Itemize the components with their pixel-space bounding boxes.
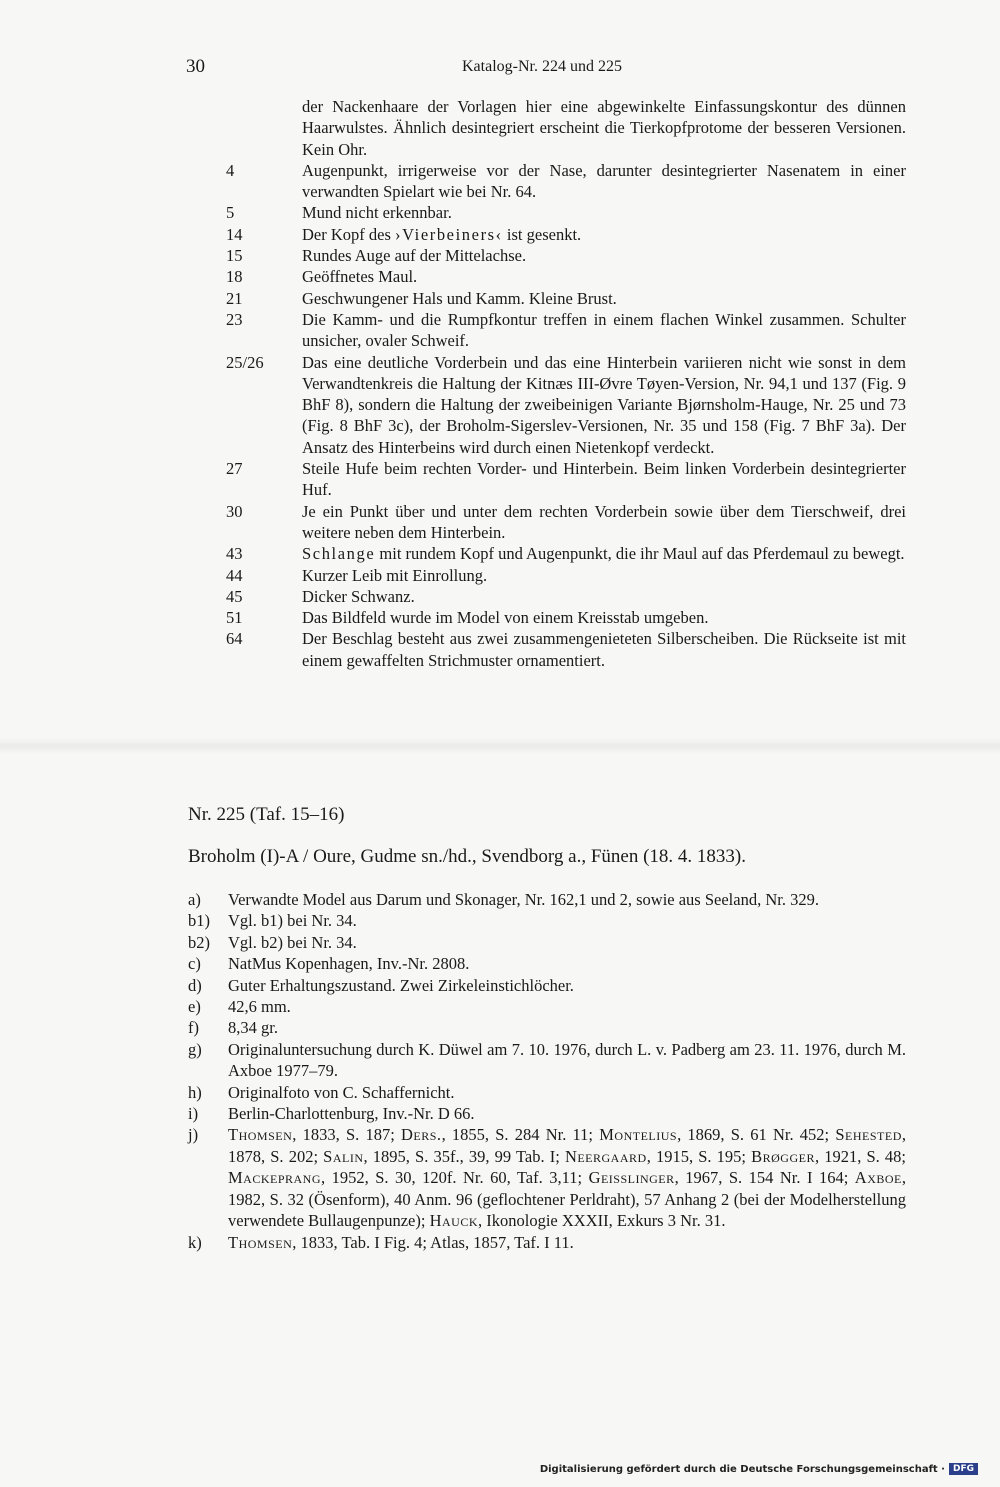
citation: , 1869, S. 61 Nr. 452; [677, 1125, 836, 1145]
field-value: 42,6 mm. [228, 997, 291, 1017]
note-row [226, 565, 926, 586]
note-text: Rundes Auge auf der Mittelachse. [302, 246, 527, 266]
note-text: Die Kamm- und die Rumpfkontur treffen in einem flachen Winkel zusammen. Schulter unsicher, ovaler Schweif. [302, 309, 906, 351]
note-row [226, 586, 926, 607]
note-number: 27 [226, 459, 243, 479]
footer-text: Digitalisierung gefördert durch die Deutsche Forschungsgemeinschaft · [539, 1463, 945, 1475]
field-row [188, 932, 908, 953]
citation: , 1833, Tab. I Fig. 4; Atlas, 1857, Taf. I 11. [292, 1232, 574, 1252]
field-row [188, 1039, 908, 1082]
field-label: j) [188, 1125, 199, 1145]
note-text: Kurzer Leib mit Einrollung. [302, 565, 488, 585]
catalog-entry-location: Broholm (I)-A / Oure, Gudme sn./hd., Svendborg a., Fünen (18. 4. 1833). [188, 846, 746, 867]
note-continuation [226, 96, 926, 160]
author-name: Mackeprang [228, 1168, 322, 1188]
field-value: Originalfoto von C. Schaffernicht. [228, 1082, 455, 1102]
note-row [226, 266, 926, 287]
author-name: Axboe [854, 1168, 902, 1188]
catalog-entry-title: Nr. 225 (Taf. 15–16) [188, 804, 345, 825]
note-text: Mund nicht erkennbar. [302, 203, 452, 223]
citation: , 1855, S. 284 Nr. 11; [441, 1125, 600, 1145]
note-number: 21 [226, 288, 243, 308]
author-name: Geisslinger [588, 1168, 675, 1188]
citation: , 1915, S. 195; [646, 1146, 752, 1166]
note-number: 51 [226, 608, 243, 628]
citation: , Ikonologie XXXII, Exkurs 3 Nr. 31. [478, 1211, 726, 1231]
citation: , 1921, S. 48; [814, 1146, 907, 1166]
field-row [188, 1017, 908, 1038]
note-text: Der Beschlag besteht aus zwei zusammengenieteten Silberscheiben. Die Rückseite ist mit einem gewaffelten Strichmuster ornamentiert. [302, 629, 906, 670]
citation: , 1982, S. 32 (Ösenform), 40 Anm. 96 (geflochtener Perldraht), 57 Anhang 2 (bei der Modelherstellung verwendete Bullaugenpunze); [228, 1168, 906, 1231]
field-row [188, 996, 908, 1017]
note-number: 4 [226, 160, 235, 180]
field-label: g) [188, 1039, 202, 1059]
field-label: a) [188, 890, 201, 909]
note-number: 43 [226, 544, 243, 564]
author-name: Thomsen [228, 1232, 293, 1252]
field-row [188, 1082, 908, 1103]
author-name: Montelius [599, 1125, 678, 1145]
note-text: Steile Hufe beim rechten Vorder- und Hinterbein. Beim linken Vorderbein desintegrierter Huf. [302, 459, 906, 500]
note-number: 30 [226, 501, 243, 521]
note-row [226, 309, 926, 352]
references-text [228, 1124, 906, 1231]
note-number: 18 [226, 267, 243, 287]
note-text: Dicker Schwanz. [302, 586, 415, 606]
note-number: 64 [226, 629, 243, 649]
note-number: 25/26 [226, 352, 264, 372]
field-value: Verwandte Model aus Darum und Skonager, Nr. 162,1 und 2, sowie aus Seeland, Nr. 329. [228, 890, 819, 909]
citation: , 1967, S. 154 Nr. I 164; [674, 1168, 855, 1188]
field-label: b2) [188, 932, 210, 952]
note-row [226, 202, 926, 223]
field-row [188, 889, 908, 910]
field-value: Berlin-Charlottenburg, Inv.-Nr. D 66. [228, 1104, 475, 1124]
field-label: h) [188, 1082, 202, 1102]
digitization-footer [540, 1463, 978, 1475]
note-text-pre: Der Kopf des [302, 224, 396, 244]
note-number: 14 [226, 224, 243, 244]
field-row [188, 953, 908, 974]
note-row [226, 224, 926, 245]
note-number: 44 [226, 565, 243, 585]
page-number: 30 [186, 56, 205, 77]
field-label: f) [188, 1018, 199, 1038]
note-text: Geöffnetes Maul. [302, 267, 418, 287]
note-row [226, 607, 926, 628]
note-number: 45 [226, 586, 243, 606]
figures-text [228, 1232, 906, 1253]
note-text: Das Bildfeld wurde im Model von einem Kreisstab umgeben. [302, 608, 709, 628]
citation: , 1895, S. 35f., 39, 99 Tab. I; [363, 1146, 565, 1166]
note-row [226, 458, 926, 501]
note-number: 5 [226, 203, 235, 223]
note-text-spaced: ›Vierbeiners‹ [395, 224, 503, 244]
note-text: Das eine deutliche Vorderbein und das eine Hinterbein variieren nicht wie sonst in dem Verwandtenkreis die Haltung der Kitnæs III-Øvre Tøyen-Version, Nr. 94,1 und 137 (Fig. 9 BhF 8), sondern die Haltung der zweibeinigen Variante Bjørnsholm-Hauge, Nr. 25 und 73 (Fig. 8 BhF 3c), der Broholm-Sigerslev-Versionen, Nr. 35 und 158 (Fig. 7 BhF 3a). Der Ansatz des Hinterbeins wird durch einen Nietenkopf verdeckt. [302, 352, 906, 457]
note-text: Je ein Punkt über und unter dem rechten Vorderbein sowie über dem Tierschweif, drei weitere neben dem Hinterbein. [302, 501, 906, 542]
dfg-logo: DFG [949, 1463, 978, 1475]
note-text-post: mit rundem Kopf und Augenpunkt, die ihr Maul auf das Pferdemaul zu bewegt. [375, 544, 905, 564]
references-row [188, 1124, 908, 1231]
note-text-spaced: Schlange [302, 544, 376, 564]
note-row [226, 543, 926, 564]
catalog-fields [188, 889, 908, 1253]
field-label: e) [188, 997, 201, 1017]
note-text [302, 543, 906, 564]
note-row [226, 160, 926, 203]
citation: , 1833, S. 187; [292, 1125, 401, 1145]
running-title: Katalog-Nr. 224 und 225 [462, 58, 622, 75]
field-row [188, 910, 908, 931]
field-label: c) [188, 954, 201, 974]
note-row [226, 352, 926, 458]
author-name: Ders. [401, 1125, 442, 1145]
author-name: Sehested [835, 1125, 902, 1145]
field-value: Vgl. b1) bei Nr. 34. [228, 911, 357, 931]
note-text: Geschwungener Hals und Kamm. Kleine Brust. [302, 288, 617, 308]
figures-row [188, 1232, 908, 1253]
author-name: Thomsen [228, 1125, 293, 1145]
field-value: Guter Erhaltungszustand. Zwei Zirkeleinstichlöcher. [228, 975, 574, 995]
note-row [226, 628, 926, 671]
field-label: d) [188, 975, 202, 995]
author-name: Hauck [429, 1211, 479, 1231]
note-number: 15 [226, 246, 243, 266]
note-text: der Nackenhaare der Vorlagen hier eine abgewinkelte Einfassungskontur des dünnen Haarwulstes. Ähnlich desintegriert erscheint die Tierkopfprotome der besseren Versionen. Kein Ohr. [302, 97, 906, 159]
scan-artifact-line [0, 738, 1000, 754]
field-label: b1) [188, 911, 210, 931]
author-name: Brøgger [751, 1146, 815, 1166]
field-row [188, 975, 908, 996]
note-row [226, 501, 926, 544]
author-name: Neergaard [564, 1146, 647, 1166]
field-value: Vgl. b2) bei Nr. 34. [228, 932, 357, 952]
note-number: 23 [226, 309, 243, 329]
author-name: Salin [323, 1146, 364, 1166]
field-label: i) [188, 1104, 199, 1124]
field-value: 8,34 gr. [228, 1018, 278, 1038]
note-text [302, 224, 906, 245]
field-label: k) [188, 1232, 202, 1252]
note-row [226, 245, 926, 266]
citation: , 1952, S. 30, 120f. Nr. 60, Taf. 3,11; [321, 1168, 589, 1188]
note-text: Augenpunkt, irrigerweise vor der Nase, darunter desintegrierter Nasenatem in einer verwandten Spielart wie bei Nr. 64. [302, 160, 906, 202]
field-row [188, 1103, 908, 1124]
citation: , 1878, S. 202; [228, 1125, 906, 1166]
field-value: NatMus Kopenhagen, Inv.-Nr. 2808. [228, 954, 470, 974]
field-value: Originaluntersuchung durch K. Düwel am 7. 10. 1976, durch L. v. Padberg am 23. 11. 1976, durch M. Axboe 1977–79. [228, 1039, 906, 1081]
note-row [226, 288, 926, 309]
note-text-post: ist gesenkt. [502, 224, 582, 244]
previous-entry-notes [226, 96, 926, 671]
